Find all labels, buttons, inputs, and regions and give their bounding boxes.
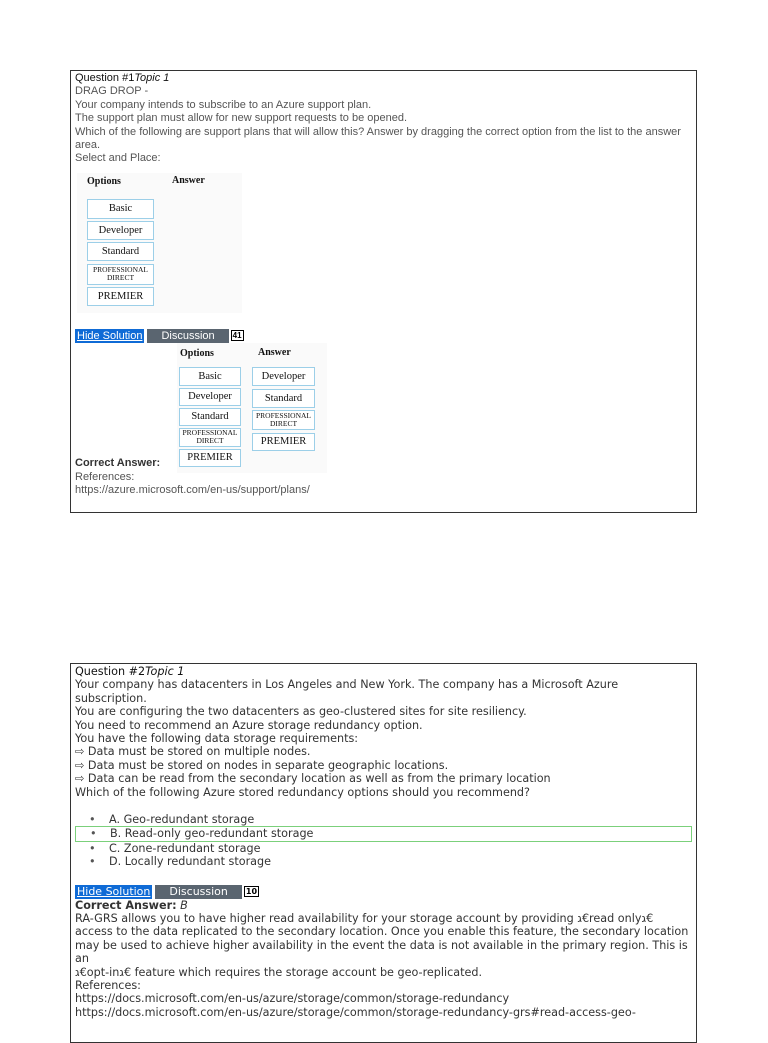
answer-premier: PREMIER xyxy=(252,433,315,451)
correct-answer-image xyxy=(177,343,327,473)
question-number: Question #1 xyxy=(75,72,135,84)
question-text-line: Select and Place: xyxy=(75,152,161,165)
question-text-line: Which of the following are support plans that will allow this? Answer by dragging the correct option from the list to the answer area. xyxy=(75,125,681,152)
options-header: Options xyxy=(180,347,214,359)
discussion-count-badge: 41 xyxy=(232,331,242,341)
option-premier: PREMIER xyxy=(179,449,241,467)
question-text-line: You need to recommend an Azure storage redundancy option. xyxy=(75,718,423,732)
question-header xyxy=(75,665,692,678)
answer-header: Answer xyxy=(258,346,291,358)
references-label: References: xyxy=(75,979,141,993)
answer-standard: Standard xyxy=(252,389,315,408)
requirement-line: ⇨ Data must be stored on multiple nodes. xyxy=(75,745,311,759)
correct-answer-label: Correct Answer: xyxy=(75,456,161,469)
answer-choices xyxy=(75,813,692,869)
options-header: Options xyxy=(87,175,121,187)
reference-link[interactable]: https://azure.microsoft.com/en-us/support/plans/ xyxy=(75,484,310,497)
correct-answer-value: B xyxy=(180,898,188,912)
discussion-button[interactable]: Discussion xyxy=(155,885,242,899)
answer-header: Answer xyxy=(172,174,205,186)
question-number: Question #2 xyxy=(75,665,146,678)
references-label: References: xyxy=(75,470,135,483)
option-basic[interactable]: Basic xyxy=(87,199,154,219)
hide-solution-button[interactable]: Hide Solution xyxy=(77,329,143,342)
option-standard[interactable]: Standard xyxy=(87,242,154,261)
solution-controls xyxy=(75,885,692,899)
discussion-button[interactable]: Discussion xyxy=(147,329,228,343)
correct-answer xyxy=(75,899,692,912)
question-text-line: The support plan must allow for new support requests to be opened. xyxy=(75,112,408,125)
answer-area xyxy=(75,343,692,471)
choice-a[interactable]: • A. Geo-redundant storage xyxy=(75,813,692,826)
requirement-line: ⇨ Data must be stored on nodes in separate geographic locations. xyxy=(75,758,449,772)
option-developer: Developer xyxy=(179,388,241,406)
choice-d[interactable]: • D. Locally redundant storage xyxy=(75,855,692,868)
reference-link[interactable]: https://docs.microsoft.com/en-us/azure/storage/common/storage-redundancy xyxy=(75,992,510,1006)
reference-link[interactable]: https://docs.microsoft.com/en-us/azure/storage/common/storage-redundancy-grs#read-access-geo- xyxy=(75,1005,636,1019)
explanation-text: ג€opt-inג€ feature which requires the storage account be geo-replicated. xyxy=(75,965,483,979)
question-text-line: Which of the following Azure stored redundancy options should you recommend? xyxy=(75,785,530,799)
question-text-line: You have the following data storage requirements: xyxy=(75,732,359,746)
explanation-text: RA-GRS allows you to have higher read availability for your storage account by providing ג€read onlyג€ access to the data replicated to the secondary location. Once you enable this feature, the secondary location may be used to achieve higher availability in the event the data is not available in the primary region. This is an xyxy=(75,912,689,966)
requirement-line: ⇨ Data can be read from the secondary location as well as from the primary location xyxy=(75,772,551,786)
question-text-line: Your company has datacenters in Los Angeles and New York. The company has a Microsoft Azure subscription. xyxy=(75,678,619,705)
solution-controls xyxy=(75,329,692,343)
option-basic: Basic xyxy=(179,367,241,386)
option-professional-direct[interactable]: PROFESSIONAL DIRECT xyxy=(87,264,154,285)
question-text-line: You are configuring the two datacenters as geo-clustered sites for site resiliency. xyxy=(75,705,527,719)
question-topic: Topic 1 xyxy=(145,665,185,678)
option-standard: Standard xyxy=(179,408,241,426)
option-professional-direct: PROFESSIONAL DIRECT xyxy=(179,428,241,447)
option-premier[interactable]: PREMIER xyxy=(87,287,154,306)
drag-drop-question-image xyxy=(77,173,242,313)
correct-answer-label: Correct Answer: xyxy=(75,898,177,912)
discussion-count-badge: 10 xyxy=(245,887,258,897)
question-header xyxy=(75,72,692,85)
hide-solution-button[interactable]: Hide Solution xyxy=(77,884,151,898)
choice-c[interactable]: • C. Zone-redundant storage xyxy=(75,842,692,855)
question-2-card xyxy=(70,663,697,1043)
question-topic: Topic 1 xyxy=(134,72,170,84)
answer-developer: Developer xyxy=(252,367,315,386)
question-text-line: Your company intends to subscribe to an Azure support plan. xyxy=(75,98,372,111)
question-1-card xyxy=(70,70,697,513)
question-text-line: DRAG DROP - xyxy=(75,85,149,98)
answer-professional-direct: PROFESSIONAL DIRECT xyxy=(252,410,315,430)
option-developer[interactable]: Developer xyxy=(87,221,154,240)
choice-b-correct[interactable]: • B. Read-only geo-redundant storage xyxy=(75,826,692,841)
